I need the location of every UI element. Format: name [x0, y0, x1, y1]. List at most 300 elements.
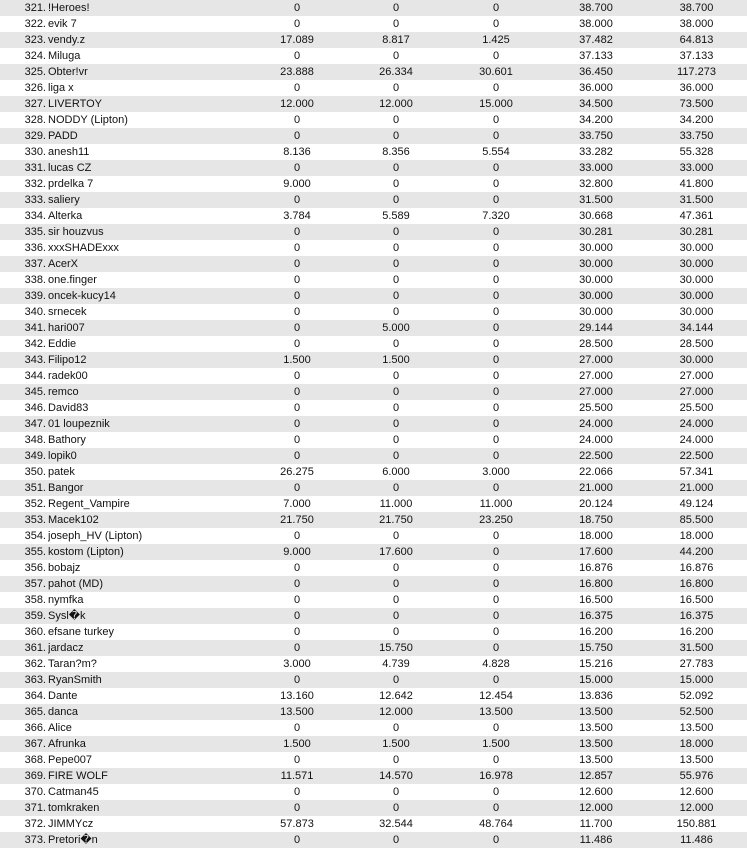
score-col-4-cell: 38.700 — [579, 2, 613, 14]
score-col-4-cell: 13.500 — [579, 738, 613, 750]
total-cell: 25.500 — [679, 402, 714, 414]
score-col-2-cell: 0 — [392, 418, 400, 430]
rank-cell: 331. — [24, 162, 46, 174]
rank-cell: 322. — [24, 18, 46, 30]
score-col-1-cell: 0 — [293, 802, 301, 814]
score-col-1-cell: 0 — [293, 754, 301, 766]
score-col-4-cell: 33.750 — [579, 130, 613, 142]
score-col-2-cell: 0 — [392, 450, 400, 462]
player-name-cell: lucas CZ — [48, 162, 92, 174]
rank-cell: 348. — [24, 434, 46, 446]
score-col-4-cell: 30.000 — [579, 306, 613, 318]
score-col-1-cell: 0 — [293, 258, 301, 270]
score-col-1-cell: 13.500 — [280, 706, 314, 718]
total-cell: 44.200 — [679, 546, 714, 558]
total-cell: 117.273 — [677, 66, 716, 78]
player-name-cell: Regent_Vampire — [48, 498, 130, 510]
score-col-1-cell: 9.000 — [283, 178, 311, 190]
table-row — [0, 768, 747, 784]
player-name-cell: Bathory — [48, 434, 86, 446]
total-cell: 16.375 — [679, 610, 714, 622]
table-row — [0, 432, 747, 448]
score-col-1-cell: 0 — [293, 834, 301, 846]
score-col-3-cell: 0 — [492, 226, 500, 238]
total-cell: 30.000 — [679, 354, 714, 366]
score-col-4-cell: 37.133 — [579, 50, 613, 62]
rank-cell: 340. — [24, 306, 46, 318]
player-name-cell: liga x — [48, 82, 74, 94]
score-col-4-cell: 18.750 — [579, 514, 613, 526]
table-row — [0, 304, 747, 320]
score-col-4-cell: 15.216 — [579, 658, 613, 670]
score-col-1-cell: 12.000 — [280, 98, 314, 110]
total-cell: 30.000 — [679, 242, 714, 254]
score-col-2-cell: 0 — [392, 610, 400, 622]
score-col-1-cell: 0 — [293, 450, 301, 462]
total-cell: 24.000 — [679, 418, 714, 430]
score-col-4-cell: 11.700 — [579, 818, 613, 830]
score-col-2-cell: 0 — [392, 2, 400, 14]
score-col-4-cell: 33.282 — [579, 146, 613, 158]
score-col-2-cell: 0 — [392, 802, 400, 814]
total-cell: 30.281 — [679, 226, 714, 238]
player-name-cell: lopik0 — [48, 450, 77, 462]
total-cell: 47.361 — [679, 210, 714, 222]
score-col-3-cell: 0 — [492, 450, 500, 462]
score-col-4-cell: 16.800 — [579, 578, 613, 590]
score-col-3-cell: 1.500 — [482, 738, 510, 750]
score-col-3-cell: 0 — [492, 370, 500, 382]
score-col-4-cell: 28.500 — [579, 338, 613, 350]
score-col-4-cell: 24.000 — [579, 434, 613, 446]
rank-cell: 346. — [24, 402, 46, 414]
score-col-3-cell: 0 — [492, 674, 500, 686]
score-col-4-cell: 30.281 — [579, 226, 613, 238]
total-cell: 11.486 — [680, 834, 713, 846]
total-cell: 30.000 — [679, 258, 714, 270]
score-col-2-cell: 0 — [392, 386, 400, 398]
player-name-cell: remco — [48, 386, 79, 398]
rank-cell: 339. — [24, 290, 46, 302]
score-col-3-cell: 1.425 — [482, 34, 510, 46]
table-row — [0, 256, 747, 272]
player-name-cell: evik 7 — [48, 18, 77, 30]
table-row — [0, 752, 747, 768]
player-name-cell: Eddie — [48, 338, 77, 350]
table-row — [0, 112, 747, 128]
table-row — [0, 784, 747, 800]
player-name-cell: anesh11 — [48, 146, 90, 158]
rank-cell: 354. — [24, 530, 46, 542]
score-col-2-cell: 0 — [392, 162, 400, 174]
score-col-2-cell: 0 — [392, 578, 400, 590]
player-name-cell: hari007 — [48, 322, 85, 334]
score-col-2-cell: 0 — [392, 402, 400, 414]
score-col-3-cell: 0 — [492, 178, 500, 190]
rank-cell: 371. — [24, 802, 46, 814]
score-col-1-cell: 3.784 — [283, 210, 311, 222]
score-col-4-cell: 30.000 — [579, 290, 613, 302]
table-row — [0, 592, 747, 608]
rank-cell: 362. — [24, 658, 46, 670]
score-col-4-cell: 22.500 — [579, 450, 613, 462]
player-name-cell: David83 — [48, 402, 89, 414]
score-col-2-cell: 26.334 — [379, 66, 413, 78]
score-col-2-cell: 0 — [392, 50, 400, 62]
score-col-1-cell: 0 — [293, 642, 301, 654]
player-name-cell: sir houzvus — [48, 226, 104, 238]
player-name-cell: kostom (Lipton) — [48, 546, 124, 558]
total-cell: 30.000 — [679, 290, 714, 302]
total-cell: 31.500 — [679, 642, 714, 654]
rank-cell: 327. — [24, 98, 46, 110]
player-name-cell: Bangor — [48, 482, 84, 494]
score-col-4-cell: 22.066 — [579, 466, 613, 478]
score-col-2-cell: 0 — [392, 434, 400, 446]
rank-cell: 360. — [24, 626, 46, 638]
score-col-2-cell: 0 — [392, 754, 400, 766]
rank-cell: 351. — [24, 482, 46, 494]
total-cell: 33.750 — [679, 130, 714, 142]
rank-cell: 344. — [24, 370, 46, 382]
table-row — [0, 240, 747, 256]
score-col-2-cell: 0 — [392, 194, 400, 206]
score-col-4-cell: 36.000 — [579, 82, 613, 94]
score-col-3-cell: 3.000 — [482, 466, 510, 478]
score-col-3-cell: 13.500 — [479, 706, 513, 718]
score-col-2-cell: 14.570 — [379, 770, 413, 782]
table-row — [0, 352, 747, 368]
total-cell: 36.000 — [679, 82, 714, 94]
total-cell: 12.000 — [679, 802, 714, 814]
total-cell: 27.000 — [679, 386, 714, 398]
score-col-3-cell: 0 — [492, 114, 500, 126]
score-col-1-cell: 57.873 — [280, 818, 314, 830]
rank-cell: 350. — [24, 466, 46, 478]
player-name-cell: Miluga — [48, 50, 81, 62]
score-col-2-cell: 17.600 — [379, 546, 413, 558]
table-row — [0, 608, 747, 624]
score-col-1-cell: 0 — [293, 626, 301, 638]
score-col-3-cell: 16.978 — [479, 770, 513, 782]
total-cell: 34.200 — [679, 114, 714, 126]
player-name-cell: Alice — [48, 722, 72, 734]
score-col-2-cell: 0 — [392, 306, 400, 318]
total-cell: 28.500 — [679, 338, 714, 350]
player-name-cell: saliery — [48, 194, 80, 206]
score-col-1-cell: 0 — [293, 290, 301, 302]
score-col-4-cell: 13.500 — [579, 722, 613, 734]
score-col-1-cell: 0 — [293, 578, 301, 590]
table-row — [0, 208, 747, 224]
player-name-cell: Sysl�k — [48, 610, 86, 622]
total-cell: 34.144 — [679, 322, 714, 334]
score-col-1-cell: 0 — [293, 434, 301, 446]
table-row — [0, 640, 747, 656]
score-col-2-cell: 15.750 — [379, 642, 413, 654]
score-col-3-cell: 0 — [492, 242, 500, 254]
total-cell: 85.500 — [679, 514, 714, 526]
rank-cell: 345. — [24, 386, 46, 398]
score-col-3-cell: 0 — [492, 338, 500, 350]
score-col-1-cell: 21.750 — [280, 514, 314, 526]
table-row — [0, 672, 747, 688]
total-cell: 15.000 — [679, 674, 714, 686]
score-col-4-cell: 13.500 — [579, 706, 613, 718]
score-col-3-cell: 0 — [492, 722, 500, 734]
player-name-cell: efsane turkey — [48, 626, 115, 638]
score-col-3-cell: 0 — [492, 418, 500, 430]
score-col-4-cell: 34.500 — [579, 98, 613, 110]
rank-cell: 325. — [24, 66, 46, 78]
score-col-4-cell: 15.750 — [579, 642, 613, 654]
player-name-cell: RyanSmith — [48, 674, 102, 686]
table-row — [0, 528, 747, 544]
score-col-4-cell: 18.000 — [579, 530, 613, 542]
rank-cell: 329. — [24, 130, 46, 142]
score-col-4-cell: 21.000 — [579, 482, 613, 494]
score-col-1-cell: 0 — [293, 482, 301, 494]
player-name-cell: jardacz — [48, 642, 84, 654]
table-row — [0, 816, 747, 832]
rank-cell: 324. — [24, 50, 46, 62]
score-col-3-cell: 0 — [492, 834, 500, 846]
table-row — [0, 16, 747, 32]
score-col-1-cell: 26.275 — [280, 466, 314, 478]
player-name-cell: danca — [48, 706, 78, 718]
score-col-3-cell: 0 — [492, 82, 500, 94]
rank-cell: 356. — [24, 562, 46, 574]
score-col-2-cell: 0 — [392, 82, 400, 94]
player-name-cell: Alterka — [48, 210, 83, 222]
score-col-1-cell: 0 — [293, 130, 301, 142]
rank-cell: 334. — [24, 210, 46, 222]
rank-cell: 367. — [24, 738, 46, 750]
table-row — [0, 512, 747, 528]
rank-cell: 359. — [24, 610, 46, 622]
score-col-3-cell: 0 — [492, 802, 500, 814]
score-col-3-cell: 4.828 — [482, 658, 510, 670]
score-col-4-cell: 34.200 — [579, 114, 613, 126]
score-col-1-cell: 0 — [293, 82, 301, 94]
score-col-1-cell: 0 — [293, 162, 301, 174]
table-row — [0, 544, 747, 560]
table-row — [0, 624, 747, 640]
score-col-3-cell: 0 — [492, 754, 500, 766]
table-row — [0, 800, 747, 816]
total-cell: 52.500 — [679, 706, 714, 718]
score-col-1-cell: 1.500 — [283, 738, 311, 750]
rank-cell: 333. — [24, 194, 46, 206]
score-col-4-cell: 12.857 — [579, 770, 613, 782]
score-col-1-cell: 7.000 — [283, 498, 311, 510]
total-cell: 33.000 — [679, 162, 714, 174]
player-name-cell: LIVERTOY — [48, 98, 103, 110]
score-col-4-cell: 16.500 — [579, 594, 613, 606]
total-cell: 16.800 — [679, 578, 714, 590]
total-cell: 16.200 — [679, 626, 714, 638]
score-col-2-cell: 12.000 — [379, 98, 413, 110]
table-row — [0, 192, 747, 208]
score-col-2-cell: 0 — [392, 242, 400, 254]
score-col-1-cell: 0 — [293, 610, 301, 622]
score-col-4-cell: 27.000 — [579, 354, 613, 366]
score-col-1-cell: 0 — [293, 530, 301, 542]
score-col-2-cell: 11.000 — [379, 498, 413, 510]
rank-cell: 349. — [24, 450, 46, 462]
total-cell: 41.800 — [679, 178, 714, 190]
rank-cell: 353. — [24, 514, 46, 526]
score-col-3-cell: 0 — [492, 546, 500, 558]
score-col-1-cell: 0 — [293, 322, 301, 334]
total-cell: 27.000 — [679, 370, 714, 382]
score-col-4-cell: 24.000 — [579, 418, 613, 430]
score-col-2-cell: 0 — [392, 338, 400, 350]
table-row — [0, 80, 747, 96]
table-row — [0, 48, 747, 64]
table-row — [0, 160, 747, 176]
table-row — [0, 688, 747, 704]
player-name-cell: Obter!vr — [48, 66, 88, 78]
score-col-3-cell: 0 — [492, 386, 500, 398]
rank-cell: 326. — [24, 82, 46, 94]
rank-cell: 373. — [24, 834, 46, 846]
rank-cell: 365. — [24, 706, 46, 718]
score-col-2-cell: 12.642 — [379, 690, 413, 702]
score-col-1-cell: 0 — [293, 50, 301, 62]
score-col-3-cell: 0 — [492, 402, 500, 414]
score-col-2-cell: 0 — [392, 594, 400, 606]
score-col-2-cell: 0 — [392, 370, 400, 382]
score-col-4-cell: 30.668 — [579, 210, 613, 222]
score-col-4-cell: 13.500 — [579, 754, 613, 766]
score-col-3-cell: 0 — [492, 578, 500, 590]
table-row — [0, 464, 747, 480]
score-col-3-cell: 0 — [492, 18, 500, 30]
score-col-4-cell: 38.000 — [579, 18, 613, 30]
player-name-cell: oncek-kucy14 — [48, 290, 116, 302]
rank-cell: 343. — [24, 354, 46, 366]
score-col-3-cell: 0 — [492, 306, 500, 318]
player-name-cell: NODDY (Lipton) — [48, 114, 128, 126]
score-col-1-cell: 9.000 — [283, 546, 311, 558]
score-col-2-cell: 12.000 — [379, 706, 413, 718]
score-col-3-cell: 0 — [492, 626, 500, 638]
score-col-4-cell: 12.000 — [579, 802, 613, 814]
score-col-2-cell: 1.500 — [382, 354, 410, 366]
score-col-2-cell: 5.589 — [382, 210, 410, 222]
total-cell: 52.092 — [679, 690, 714, 702]
table-row — [0, 224, 747, 240]
rank-cell: 364. — [24, 690, 46, 702]
rank-cell: 366. — [24, 722, 46, 734]
score-col-2-cell: 0 — [392, 114, 400, 126]
score-col-1-cell: 3.000 — [283, 658, 311, 670]
score-col-4-cell: 13.836 — [579, 690, 613, 702]
total-cell: 13.500 — [679, 722, 714, 734]
rank-cell: 341. — [24, 322, 46, 334]
table-row — [0, 176, 747, 192]
score-col-2-cell: 5.000 — [382, 322, 410, 334]
score-col-4-cell: 16.375 — [579, 610, 613, 622]
score-col-3-cell: 23.250 — [479, 514, 513, 526]
score-col-4-cell: 27.000 — [579, 370, 613, 382]
score-col-1-cell: 0 — [293, 306, 301, 318]
score-col-2-cell: 0 — [392, 130, 400, 142]
table-row — [0, 704, 747, 720]
score-col-1-cell: 17.089 — [280, 34, 314, 46]
total-cell: 37.133 — [679, 50, 714, 62]
score-col-3-cell: 0 — [492, 130, 500, 142]
table-row — [0, 336, 747, 352]
table-row — [0, 272, 747, 288]
total-cell: 31.500 — [679, 194, 714, 206]
total-cell: 49.124 — [679, 498, 714, 510]
table-row — [0, 496, 747, 512]
player-name-cell: nymfka — [48, 594, 84, 606]
score-col-4-cell: 36.450 — [579, 66, 613, 78]
score-col-3-cell: 0 — [492, 2, 500, 14]
score-col-3-cell: 0 — [492, 50, 500, 62]
rank-cell: 332. — [24, 178, 46, 190]
score-col-1-cell: 0 — [293, 242, 301, 254]
score-col-3-cell: 0 — [492, 322, 500, 334]
score-col-1-cell: 13.160 — [280, 690, 314, 702]
score-col-2-cell: 21.750 — [379, 514, 413, 526]
rank-cell: 355. — [24, 546, 46, 558]
table-row — [0, 368, 747, 384]
score-col-2-cell: 8.817 — [382, 34, 410, 46]
score-col-4-cell: 30.000 — [579, 274, 613, 286]
player-name-cell: PADD — [48, 130, 78, 142]
total-cell: 16.876 — [679, 562, 714, 574]
player-name-cell: patek — [48, 466, 75, 478]
player-name-cell: Pretori�n — [48, 834, 98, 846]
player-name-cell: AcerX — [48, 258, 78, 270]
total-cell: 150.881 — [676, 818, 717, 830]
player-name-cell: xxxSHADExxx — [48, 242, 119, 254]
score-col-1-cell: 0 — [293, 338, 301, 350]
score-col-4-cell: 15.000 — [579, 674, 613, 686]
table-row — [0, 384, 747, 400]
rank-cell: 330. — [24, 146, 46, 158]
score-col-2-cell: 0 — [392, 258, 400, 270]
rank-cell: 358. — [24, 594, 46, 606]
rank-cell: 347. — [24, 418, 46, 430]
score-col-2-cell: 6.000 — [382, 466, 410, 478]
score-col-2-cell: 0 — [392, 834, 400, 846]
score-col-1-cell: 0 — [293, 18, 301, 30]
player-name-cell: Dante — [48, 690, 78, 702]
score-col-2-cell: 8.356 — [382, 146, 410, 158]
score-col-4-cell: 25.500 — [579, 402, 613, 414]
player-name-cell: Catman45 — [48, 786, 99, 798]
score-col-4-cell: 33.000 — [579, 162, 613, 174]
score-col-4-cell: 32.800 — [579, 178, 613, 190]
score-col-2-cell: 1.500 — [382, 738, 410, 750]
player-name-cell: Filipo12 — [48, 354, 87, 366]
score-col-3-cell: 30.601 — [479, 66, 513, 78]
score-col-3-cell: 0 — [492, 482, 500, 494]
score-col-3-cell: 0 — [492, 194, 500, 206]
rank-cell: 361. — [24, 642, 46, 654]
table-row — [0, 736, 747, 752]
score-col-3-cell: 0 — [492, 594, 500, 606]
score-col-1-cell: 0 — [293, 418, 301, 430]
score-col-3-cell: 5.554 — [482, 146, 510, 158]
score-col-4-cell: 37.482 — [579, 34, 613, 46]
score-col-4-cell: 17.600 — [579, 546, 613, 558]
